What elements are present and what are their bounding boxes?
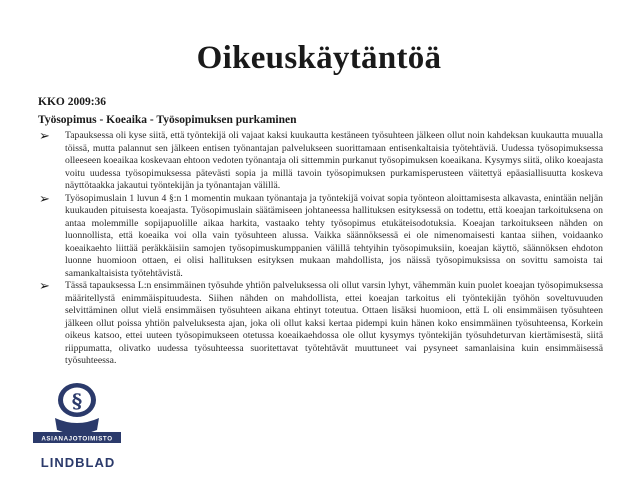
- slide-title: Oikeuskäytäntöä: [196, 40, 442, 76]
- case-subject: Työsopimus - Koeaika - Työsopimuksen purkaminen: [38, 114, 297, 126]
- bullet-text: Tapauksessa oli kyse siitä, että työntekijä oli vajaat kaksi kuukautta kestäneen työsuhteen jälkeen ollut noin kahdeksan kuukautta muualla töissä, mutta palannut sen jälkeen entisen työnantajan palvelukseen suorittamaan entisenkaltaisia työtehtäviä. Uudessa työsopimuksessa olleeseen koeaikaa koskevaan ehtoon vedoten työnantaja oli sittemmin purkanut työsopimuksen koeaikana. Kysymys siitä, oliko koeajasta voitu uudessa työsopimuksessa pätevästi sopia ja millä tavoin työsopimuksen purkamisperusteen väitettyä epäasiallisuutta koskeva näyttötaakka jakautui työntekijän ja työnantajan välillä.: [65, 130, 603, 191]
- seal-emblem-icon: [25, 378, 129, 458]
- arrow-bullet-icon: ➢: [39, 129, 50, 144]
- arrow-bullet-icon: ➢: [39, 191, 50, 207]
- company-logo: [25, 378, 129, 464]
- arrow-bullet-icon: ➢: [39, 279, 50, 294]
- bullet-text: Tässä tapauksessa L:n ensimmäinen työsuhde yhtiön palveluksessa oli ollut varsin lyhyt, vähemmän kuin puolet koeajan työsopimuksessa määritellystä enimmäispituudesta. Siihen nähden on mahdollista, ettei koeajan tarkoitus eli työntekijän työhön soveltuvuuden selvittäminen ollut vielä ensimmäisen työsuhteen aikana ehtinyt toteutua. Ottaen lisäksi huomioon, että L oli ensimmäisen työsuhteen jälkeen ollut poissa yhtiön palveluksesta ajan, joka oli ollut kaksi kertaa pidempi kuin hänen koko ensimmäinen työsuhteensa, Korkein oikeus katsoo, ettei uuteen työsopimukseen otetussa koeaikaehdossa ole ollut kysymys työntekijän työsuhdeturvan kiertämisestä, siitä riippumatta, olivatko uudessa työsuhteessa suoritettavat työtehtävät muuttuneet vai pysyneet samanlaisina kuin ensimmäisessä työsuhteessa.: [65, 280, 603, 366]
- bullet-list: [38, 130, 603, 368]
- list-item: [38, 193, 603, 281]
- section-sign: §: [71, 389, 83, 413]
- list-item: [38, 130, 603, 193]
- bullet-text: Työsopimuslain 1 luvun 4 §:n 1 momentin mukaan työnantaja ja työntekijä voivat sopia työnteon aloittamisesta alkavasta, enintään neljän kuukauden pituisesta koeajasta. Työsopimuslain säätämiseen johtaneessa hallituksen esityksessä on todettu, että koeajan tarkoituksena on antaa molemmille sopijapuolille aikaa harkita, vastaako tehty työsopimus etukäteisodotuksia. Koeajan tarkoitukseen nähden on luonnollista, että koeaika voi olla vain työsuhteen alussa. Vaikka säännöksessä ei ole nimenomaisesti kantaa siihen, voidaanko koeaikaehto liittää peräkkäisiin samojen työsopimuskumppanien välillä tehtyihin työsopimuksiin, koeajan käyttö, säännöksen ehdoton luonne huomioon ottaen, ei olisi hallituksen esityksen mukaan mahdollista, jos näissä työsopimuksissa on sovittu samoista tai samankaltaisista työtehtävistä.: [65, 192, 603, 279]
- logo-name: LINDBLAD: [40, 455, 116, 470]
- case-id: KKO 2009:36: [38, 96, 107, 108]
- logo-banner-text: ASIANAJOTOIMISTO: [41, 435, 113, 443]
- list-item: [38, 280, 603, 368]
